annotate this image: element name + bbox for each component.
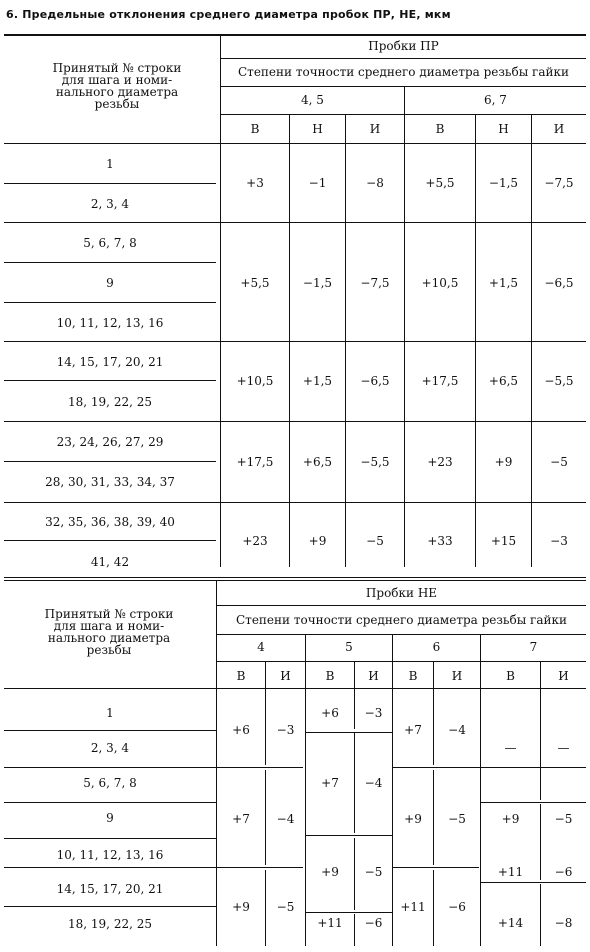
t1-row-label: 23, 24, 26, 27, 29 (56, 435, 164, 449)
t2-row-label: 2, 3, 4 (90, 741, 130, 755)
t2-cell: +7 (321, 776, 339, 790)
t1-cell: −5 (550, 455, 568, 469)
t2-cell: +6 (232, 723, 250, 737)
t2-class-4: 4 (257, 640, 265, 654)
t1-cell: +1,5 (302, 374, 333, 388)
t1-cell: +17,5 (236, 455, 274, 469)
t1-cell: +15 (490, 534, 517, 548)
t1-cell: −7,5 (544, 176, 574, 190)
t1-row-label: 41, 42 (90, 555, 130, 569)
t1-row-label: 5, 6, 7, 8 (83, 236, 137, 250)
t1-row-header: Принятый № строки для шага и номи- нального диаметра резьбы (52, 61, 182, 111)
t2-cell: +7 (404, 723, 422, 737)
t1-cell: −1,5 (302, 276, 333, 290)
t2-row-label: 1 (106, 706, 114, 720)
t1-row-label: 9 (106, 276, 114, 290)
t1-col-2: Н (312, 122, 323, 136)
t2-cell: — (557, 741, 570, 755)
t2-row-header: Принятый № строки для шага и номи- нального диаметра резьбы (44, 607, 174, 657)
table-title: 6. Предельные отклонения среднего диаметра пробок ПР, НЕ, мкм (6, 8, 451, 21)
t2-cell: −3 (364, 706, 383, 720)
t1-row-label: 32, 35, 36, 38, 39, 40 (45, 515, 175, 529)
t2-cell: −3 (276, 723, 295, 737)
t2-col: В (506, 669, 515, 683)
t2-col: И (368, 669, 379, 683)
t1-cell: +33 (427, 534, 453, 548)
t1-class-67: 6, 7 (484, 93, 507, 107)
t2-cell: +9 (321, 865, 339, 879)
t2-cell: −4 (276, 812, 295, 826)
t1-cell: +3 (246, 176, 264, 190)
t2-cell: −6 (554, 865, 573, 879)
t1-cell: +9 (308, 534, 327, 548)
t1-subheader: Степени точности среднего диаметра резьбы гайки (238, 65, 569, 79)
t1-col-4: В (435, 122, 445, 136)
t2-class-6: 6 (432, 640, 441, 654)
t2-cell: −8 (554, 916, 573, 930)
t2-col: И (558, 669, 569, 683)
t1-row-label: 14, 15, 17, 20, 21 (56, 355, 164, 369)
t2-row-label: 9 (106, 811, 114, 825)
t1-cell: +23 (427, 455, 453, 469)
t2-row-label: 18, 19, 22, 25 (68, 917, 152, 931)
t2-cell: −6 (364, 916, 383, 930)
t1-row-label: 28, 30, 31, 33, 34, 37 (45, 475, 175, 489)
t1-row-label: 1 (106, 157, 114, 171)
t2-col: В (236, 669, 246, 683)
t1-cell: +1,5 (488, 276, 519, 290)
t2-cell: — (504, 741, 517, 755)
t2-class-5: 5 (345, 640, 353, 654)
t2-cell: +9 (404, 812, 422, 826)
t2-cell: −5 (554, 812, 573, 826)
t2-cell: +11 (400, 900, 426, 914)
t2-row-label: 5, 6, 7, 8 (83, 776, 137, 790)
t2-cell: +9 (232, 900, 250, 914)
t1-cell: −3 (550, 534, 568, 548)
t1-group-title: Пробки ПР (368, 39, 439, 53)
t1-cell: −1 (308, 176, 327, 190)
t2-class-7: 7 (529, 640, 538, 654)
t1-cell: −6,5 (544, 276, 574, 290)
t1-row-label: 18, 19, 22, 25 (68, 395, 152, 409)
t1-cell: +6,5 (302, 455, 333, 469)
t2-cell: +11 (317, 916, 343, 930)
t1-cell: −5 (366, 534, 384, 548)
t1-cell: −5,5 (360, 455, 390, 469)
t1-col-3: И (369, 122, 381, 136)
t2-cell: −4 (448, 723, 466, 737)
t1-col-1: В (250, 122, 260, 136)
t2-subheader: Степени точности среднего диаметра резьбы гайки (236, 613, 567, 627)
t1-cell: +6,5 (488, 374, 519, 388)
t2-col: В (408, 669, 418, 683)
t1-cell: +10,5 (236, 374, 274, 388)
t1-cell: −1,5 (488, 176, 519, 190)
t1-cell: +5,5 (240, 276, 270, 290)
t1-col-5: Н (498, 122, 509, 136)
t1-cell: +9 (494, 455, 513, 469)
t2-cell: +11 (497, 865, 524, 879)
t2-cell: +14 (497, 916, 524, 930)
t1-row-label: 2, 3, 4 (90, 197, 130, 211)
t2-cell: −5 (448, 812, 466, 826)
t2-col: И (451, 669, 463, 683)
t2-cell: +9 (501, 812, 520, 826)
t2-group-title: Пробки НЕ (365, 586, 438, 600)
t1-cell: −5,5 (544, 374, 574, 388)
t1-cell: −7,5 (360, 276, 390, 290)
t1-cell: +5,5 (425, 176, 455, 190)
t2-cell: −5 (276, 900, 295, 914)
t2-cell: −5 (364, 865, 383, 879)
t2-cell: +6 (321, 706, 339, 720)
t2-row-label: 10, 11, 12, 13, 16 (56, 848, 164, 862)
t2-col: В (325, 669, 335, 683)
t2-col: И (280, 669, 291, 683)
t1-class-45: 4, 5 (301, 93, 324, 107)
t2-cell: +7 (232, 812, 250, 826)
t2-row-label: 14, 15, 17, 20, 21 (56, 882, 164, 896)
t2-cell: −6 (448, 900, 466, 914)
t1-cell: +23 (242, 534, 268, 548)
t1-cell: +17,5 (421, 374, 459, 388)
t1-cell: −8 (366, 176, 384, 190)
t1-cell: +10,5 (421, 276, 459, 290)
t1-cell: −6,5 (360, 374, 390, 388)
t1-col-6: И (553, 122, 565, 136)
t1-row-label: 10, 11, 12, 13, 16 (56, 316, 164, 330)
t2-cell: −4 (364, 776, 383, 790)
